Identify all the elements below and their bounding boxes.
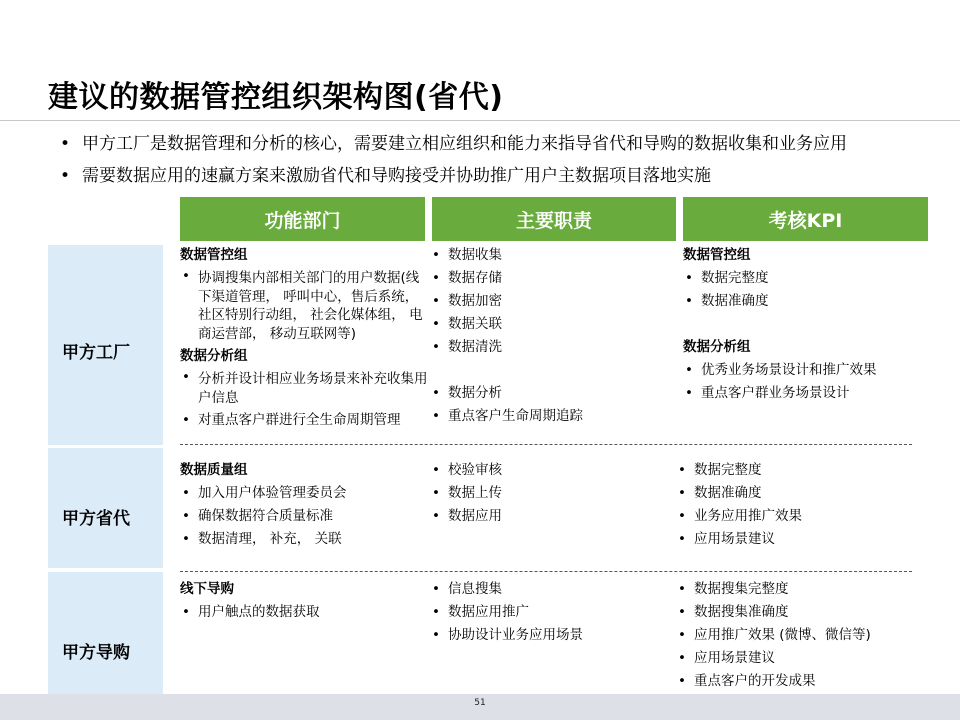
row-divider — [180, 444, 912, 445]
list-item — [430, 313, 678, 336]
list-item-text: 数据准确度 — [694, 485, 762, 501]
list-item-text: 数据完整度 — [701, 270, 769, 286]
factory-kpi-cell — [683, 244, 928, 405]
list-item-text: 业务应用推广效果 — [694, 508, 802, 524]
province-duty-cell — [430, 459, 678, 528]
list-item — [180, 601, 428, 624]
bullet-icon: • — [432, 462, 440, 478]
header-kpi: 考核KPI — [683, 197, 928, 241]
list-item-text: 分析并设计相应业务场景来补充收集用户信息 — [198, 371, 428, 406]
row-label-province: 甲方省代 — [62, 509, 130, 529]
list-item-text: 应用场景建议 — [694, 650, 775, 666]
intro-bullet — [60, 164, 847, 196]
list-item — [430, 459, 678, 482]
bullet-icon: • — [182, 268, 190, 284]
factory-duty-cell — [430, 244, 678, 428]
list-item — [676, 482, 928, 505]
bullet-icon: • — [432, 270, 440, 286]
list-item-text: 重点客户的开发成果 — [694, 673, 816, 689]
bullet-icon: • — [432, 247, 440, 263]
list-item-text: 数据搜集完整度 — [694, 581, 789, 597]
row-label-factory: 甲方工厂 — [62, 343, 130, 363]
list-item — [683, 359, 928, 382]
bullet-icon: • — [432, 316, 440, 332]
list-item — [180, 409, 428, 432]
list-item-text: 数据分析 — [448, 385, 502, 401]
guide-duty-cell — [430, 578, 678, 647]
list-item — [430, 578, 678, 601]
guide-dept-cell — [180, 578, 428, 624]
group-title: 数据分析组 — [683, 339, 751, 355]
group-title: 线下导购 — [180, 581, 234, 597]
list-item-text: 校验审核 — [448, 462, 502, 478]
list-item — [430, 405, 678, 428]
list-item-text: 信息搜集 — [448, 581, 502, 597]
page-number: 51 — [474, 698, 486, 708]
bullet-icon: • — [685, 270, 693, 286]
list-item-text: 应用场景建议 — [694, 531, 775, 547]
list-item-text: 数据清理， 补充， 关联 — [198, 531, 342, 547]
list-item — [676, 601, 928, 624]
guide-kpi-cell — [676, 578, 928, 693]
bullet-icon: • — [432, 339, 440, 355]
group-title: 数据管控组 — [180, 247, 248, 263]
list-item — [430, 382, 678, 405]
header-dept: 功能部门 — [180, 197, 425, 241]
bullet-icon: • — [432, 627, 440, 643]
bullet-icon: • — [678, 508, 686, 524]
bullet-icon: • — [685, 385, 693, 401]
bullet-icon: • — [678, 627, 686, 643]
list-item — [430, 624, 678, 647]
bullet-icon: • — [432, 581, 440, 597]
list-item-text: 数据搜集准确度 — [694, 604, 789, 620]
list-item — [676, 624, 928, 647]
list-item-text: 优秀业务场景设计和推广效果 — [701, 362, 877, 378]
bullet-icon: • — [182, 369, 190, 385]
province-dept-cell — [180, 459, 428, 551]
list-item — [430, 244, 678, 267]
list-item — [676, 670, 928, 693]
factory-dept-cell — [180, 244, 428, 432]
list-item — [180, 482, 428, 505]
bullet-icon: • — [432, 408, 440, 424]
list-item-text: 数据应用推广 — [448, 604, 529, 620]
list-item — [180, 267, 428, 345]
list-item — [180, 368, 428, 409]
list-item — [683, 267, 928, 290]
group-title: 数据质量组 — [180, 462, 248, 478]
intro-bullet — [60, 132, 847, 164]
list-item-text: 重点客户群业务场景设计 — [701, 385, 850, 401]
bullet-icon: • — [678, 485, 686, 501]
bullet-icon: • — [60, 134, 71, 154]
bullet-icon: • — [678, 581, 686, 597]
bullet-icon: • — [678, 604, 686, 620]
bullet-icon: • — [182, 485, 190, 501]
list-item-text: 协助设计业务应用场景 — [448, 627, 583, 643]
bullet-icon: • — [432, 385, 440, 401]
page-title: 建议的数据管控组织架构图(省代) — [48, 80, 504, 115]
list-item — [430, 267, 678, 290]
bullet-icon: • — [685, 293, 693, 309]
list-item-text: 数据上传 — [448, 485, 502, 501]
list-item-text: 对重点客户群进行全生命周期管理 — [198, 412, 401, 428]
list-item — [676, 528, 928, 551]
bullet-icon: • — [432, 485, 440, 501]
list-item — [676, 647, 928, 670]
list-item-text: 数据完整度 — [694, 462, 762, 478]
row-label-guide: 甲方导购 — [62, 643, 130, 663]
bullet-icon: • — [678, 673, 686, 689]
list-item-text: 加入用户体验管理委员会 — [198, 485, 347, 501]
list-item — [430, 336, 678, 359]
bullet-icon: • — [678, 462, 686, 478]
bullet-icon: • — [182, 531, 190, 547]
list-item-text: 确保数据符合质量标准 — [198, 508, 333, 524]
title-divider — [0, 120, 960, 121]
list-item — [430, 505, 678, 528]
header-duty: 主要职责 — [432, 197, 676, 241]
list-item-text: 数据存储 — [448, 270, 502, 286]
list-item — [676, 505, 928, 528]
list-item — [676, 578, 928, 601]
list-item-text: 数据收集 — [448, 247, 502, 263]
list-item — [430, 482, 678, 505]
list-item — [430, 290, 678, 313]
list-item — [180, 505, 428, 528]
intro-bullets — [60, 132, 847, 196]
row-divider — [180, 571, 912, 572]
list-item-text: 用户触点的数据获取 — [198, 604, 320, 620]
group-title: 数据管控组 — [683, 247, 751, 263]
list-item — [430, 601, 678, 624]
list-item-text: 重点客户生命周期追踪 — [448, 408, 583, 424]
bullet-icon: • — [432, 604, 440, 620]
list-item-text: 数据加密 — [448, 293, 502, 309]
list-item-text: 数据应用 — [448, 508, 502, 524]
list-item-text: 数据准确度 — [701, 293, 769, 309]
group-title: 数据分析组 — [180, 348, 248, 364]
list-item-text: 数据清洗 — [448, 339, 502, 355]
list-item — [180, 528, 428, 551]
bullet-icon: • — [678, 650, 686, 666]
intro-bullet-text: 需要数据应用的速赢方案来激励省代和导购接受并协助推广用户主数据项目落地实施 — [82, 166, 711, 186]
list-item-text: 协调搜集内部相关部门的用户数据(线下渠道管理， 呼叫中心，售后系统，社区特别行动组， 社会化媒体组， 电商运营部， 移动互联网等) — [198, 270, 423, 342]
bullet-icon: • — [182, 604, 190, 620]
intro-bullet-text: 甲方工厂是数据管理和分析的核心，需要建立相应组织和能力来指导省代和导购的数据收集和业务应用 — [82, 134, 847, 154]
bullet-icon: • — [182, 508, 190, 524]
list-item — [683, 382, 928, 405]
bullet-icon: • — [432, 508, 440, 524]
list-item — [676, 459, 928, 482]
bullet-icon: • — [182, 412, 190, 428]
bullet-icon: • — [60, 166, 71, 186]
bullet-icon: • — [678, 531, 686, 547]
bullet-icon: • — [685, 362, 693, 378]
bullet-icon: • — [432, 293, 440, 309]
list-item — [683, 290, 928, 313]
list-item-text: 应用推广效果 (微博、微信等) — [694, 627, 871, 643]
province-kpi-cell — [676, 459, 928, 551]
list-item-text: 数据关联 — [448, 316, 502, 332]
